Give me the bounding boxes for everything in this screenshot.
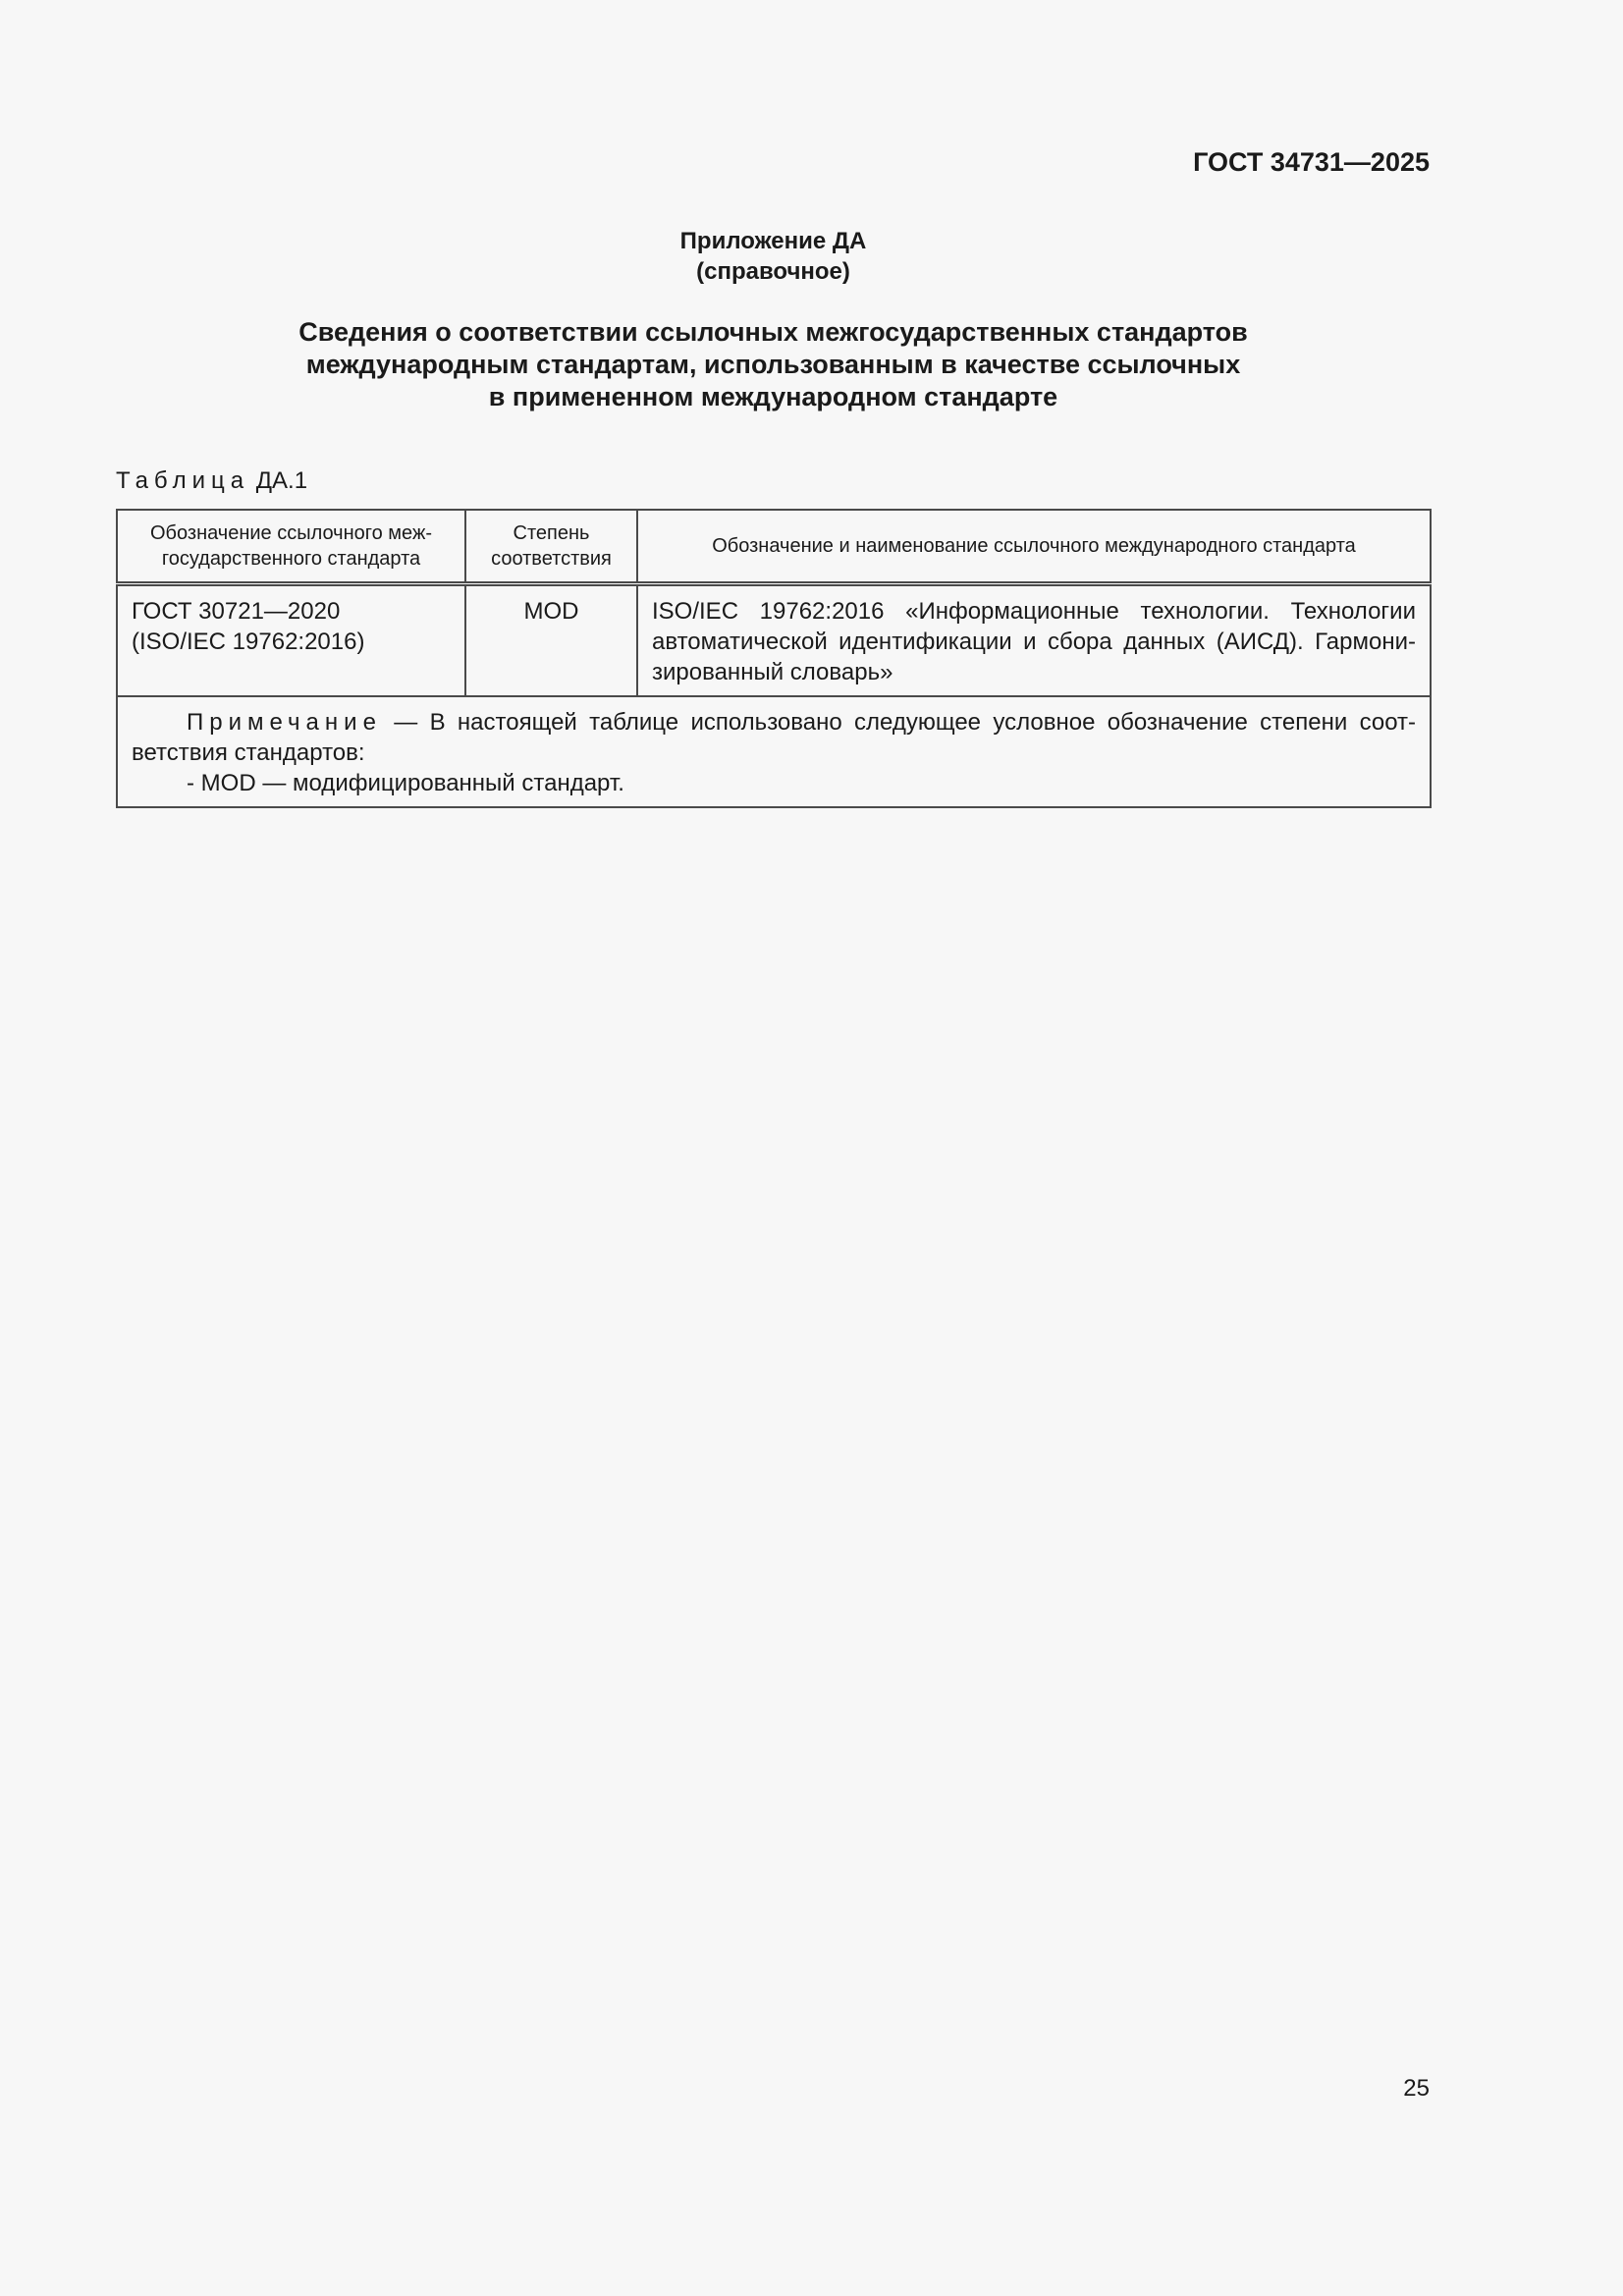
- appendix-title-line: Сведения о соответствии ссылочных межгосударственных стандартов: [298, 317, 1248, 347]
- table-note-row: [117, 696, 1431, 807]
- appendix-title-line: в примененном международном стандарте: [488, 382, 1058, 411]
- appendix-heading: [0, 226, 1546, 287]
- table-row: [117, 584, 1431, 697]
- table-header-row: [117, 510, 1431, 584]
- note-label: Примечание: [187, 709, 382, 736]
- column-header-degree: Степень соответствия: [465, 510, 637, 584]
- appendix-title-line: международным стандартам, использованным в качестве ссылочных: [305, 350, 1241, 379]
- table-note: [117, 696, 1431, 807]
- designation-line: (ISO/IEC 19762:2016): [132, 629, 365, 655]
- table-caption: [116, 467, 307, 495]
- appendix-title: [0, 316, 1546, 413]
- page-number: 25: [1403, 2075, 1430, 2102]
- designation-line: ГОСТ 30721—2020: [132, 598, 341, 625]
- document-code: ГОСТ 34731—2025: [1193, 147, 1430, 177]
- column-header-international: Обозначение и наименование ссылочного международного стандарта: [637, 510, 1431, 584]
- appendix-kind: (справочное): [696, 258, 850, 285]
- column-header-designation: Обозначение ссылочного меж-государственного стандарта: [117, 510, 465, 584]
- reference-standards-table: [116, 509, 1432, 808]
- appendix-label: Приложение ДА: [679, 228, 867, 254]
- table-caption-word: Таблица: [116, 467, 250, 494]
- table-caption-number: ДА.1: [255, 467, 308, 494]
- cell-degree: MOD: [465, 584, 637, 697]
- cell-international-standard: ISO/IEC 19762:2016 «Информационные технологии. Технологии автоматической идентификации и сбора данных (АИСД). Гармони-зированный словарь»: [637, 584, 1431, 697]
- note-text: — В настоящей таблице использовано следующее условное обозначение степени соот-ветствия стандартов:: [132, 709, 1417, 766]
- cell-designation: [117, 584, 465, 697]
- note-item: - MOD — модифицированный стандарт.: [187, 770, 624, 796]
